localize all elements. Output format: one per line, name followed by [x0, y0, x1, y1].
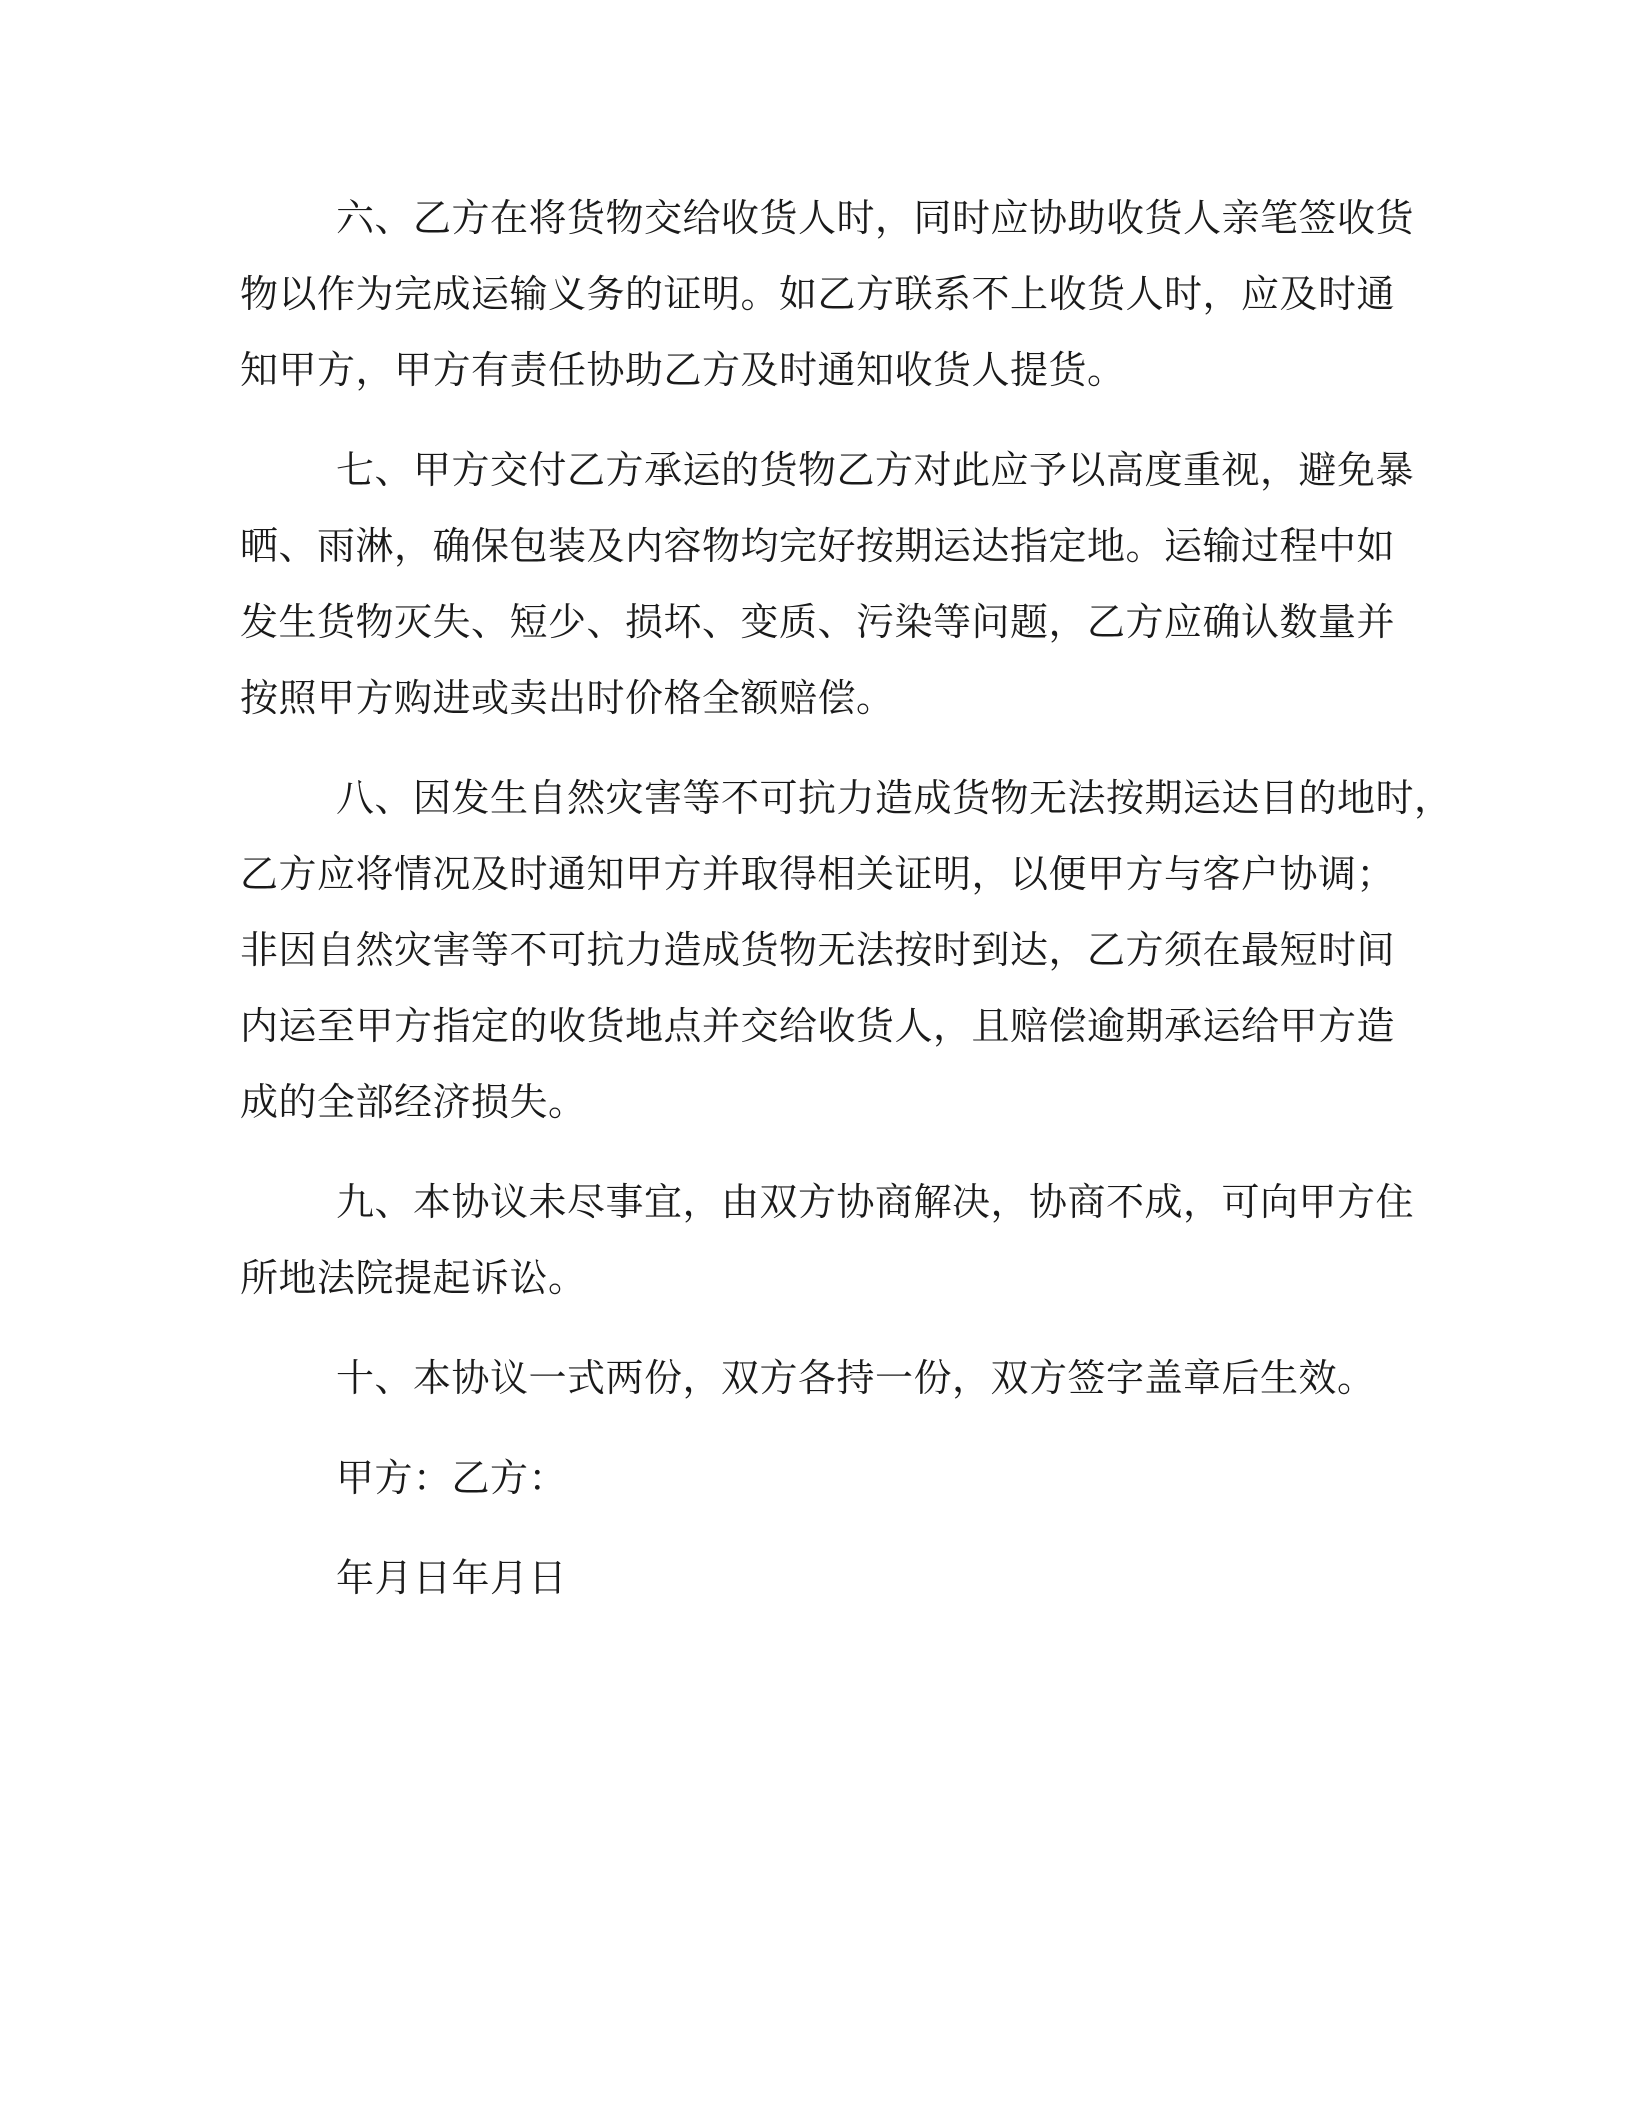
clause-8-line-2: 乙方应将情况及时通知甲方并取得相关证明，以便甲方与客户协调； [240, 852, 1396, 896]
signature-block [240, 1440, 1390, 1516]
clause-6-line-1: 六、乙方在将货物交给收货人时，同时应协助收货人亲笔签收货 [336, 196, 1415, 240]
clause-8-line-1: 八、因发生自然灾害等不可抗力造成货物无法按期运达目的地时， [336, 776, 1453, 820]
signature-line: 甲方：乙方： [336, 1456, 568, 1500]
date-line: 年月日年月日 [336, 1556, 568, 1600]
clause-9-line-2: 所地法院提起诉讼。 [240, 1256, 587, 1300]
clause-6-line-2: 物以作为完成运输义务的证明。如乙方联系不上收货人时，应及时通 [240, 272, 1396, 316]
clause-7-line-2: 晒、雨淋，确保包装及内容物均完好按期运达指定地。运输过程中如 [240, 524, 1396, 568]
clause-8-line-4: 内运至甲方指定的收货地点并交给收货人，且赔偿逾期承运给甲方造 [240, 1004, 1396, 1048]
clause-9-line-1: 九、本协议未尽事宜，由双方协商解决，协商不成，可向甲方住 [336, 1180, 1415, 1224]
document-body [240, 180, 1453, 1616]
clause-7-line-3: 发生货物灭失、短少、损坏、变质、污染等问题，乙方应确认数量并 [240, 600, 1396, 644]
clause-7 [240, 432, 1415, 736]
clause-7-line-1: 七、甲方交付乙方承运的货物乙方对此应予以高度重视，避免暴 [336, 448, 1415, 492]
clause-8-line-3: 非因自然灾害等不可抗力造成货物无法按时到达，乙方须在最短时间 [240, 928, 1396, 972]
clause-10-line-1: 十、本协议一式两份，双方各持一份，双方签字盖章后生效。 [336, 1356, 1376, 1400]
clause-8-line-5: 成的全部经济损失。 [240, 1080, 587, 1124]
clause-8 [240, 760, 1453, 1140]
clause-6 [240, 180, 1415, 408]
clause-7-line-4: 按照甲方购进或卖出时价格全额赔偿。 [240, 676, 895, 720]
clause-6-line-3: 知甲方，甲方有责任协助乙方及时通知收货人提货。 [240, 348, 1126, 392]
clause-10 [240, 1340, 1390, 1416]
date-block [240, 1540, 1390, 1616]
clause-9 [240, 1164, 1415, 1316]
